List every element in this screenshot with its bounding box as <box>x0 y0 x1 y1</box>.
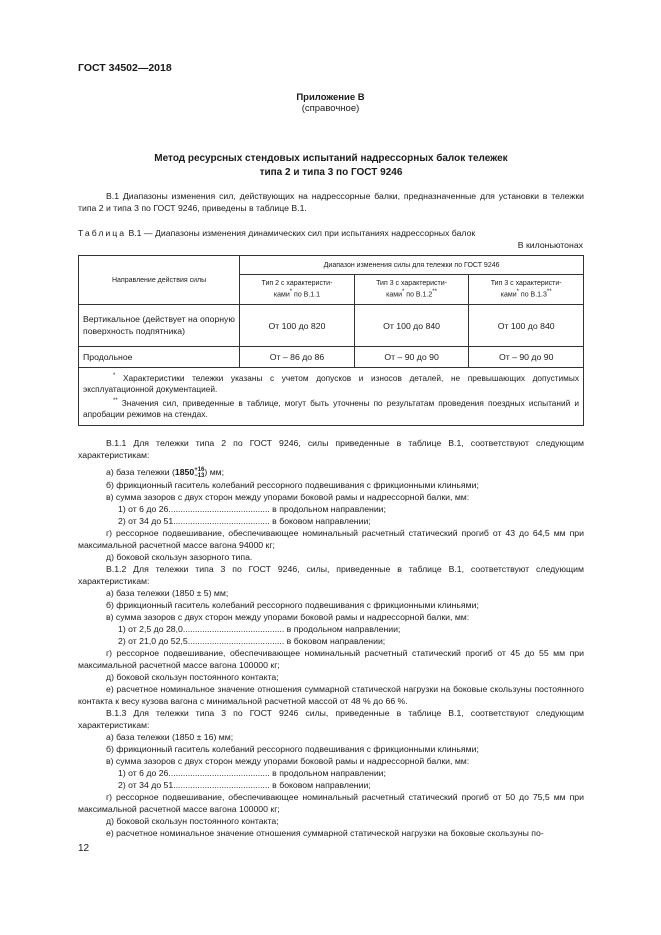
b13-item-a: а) база тележки (1850 ± 16) мм; <box>106 732 234 742</box>
table-footnotes <box>79 368 584 426</box>
b11-item-c: в) сумма зазоров с двух сторон между упорами боковой рамы и надрессорной балки, мм: <box>106 492 470 502</box>
b12-item-d: г) рессорное подвешивание, обеспечивающее номинальный расчетный статический прогиб от 45 до 55 мм при максимальной расчетной массе вагона 100000 кг; <box>78 648 584 671</box>
table-row <box>79 305 584 347</box>
row-label: Продольное <box>79 347 240 368</box>
b12-item-c1: 1) от 2,5 до 28,0.......................................... в продольном направлении; <box>118 624 401 634</box>
b12-item-c: в) сумма зазоров с двух сторон между упорами боковой рамы и надрессорной балки, мм: <box>106 612 470 622</box>
b12-intro: В.1.2 Для тележки типа 3 по ГОСТ 9246, силы, приведенные в таблице В.1, соответствуют следующим характеристикам: <box>78 564 584 587</box>
header-col-1: Тип 2 с характеристи- ками* по В.1.1 <box>240 275 355 305</box>
appendix-label: Приложение В <box>296 92 365 103</box>
footnote-2: ** Значения сил, приведенные в таблице, могут быть уточнены по результатам проведения поездных испытаний и апробации режимов на стендах. <box>83 397 579 420</box>
table-units: В килоньютонах <box>517 240 583 250</box>
b11-item-c2: 2) от 34 до 51........................................ в боковом направлении; <box>118 516 371 526</box>
document-code: ГОСТ 34502—2018 <box>78 62 172 74</box>
footnote-1: * Характеристики тележки указаны с учетом допусков и износов деталей, не превышающих допустимых эксплуатационной документацией. <box>83 372 579 395</box>
cell: От – 90 до 90 <box>469 347 584 368</box>
appendix-title <box>0 92 661 114</box>
intro-paragraph: В.1 Диапазоны изменения сил, действующих на надрессорные балки, предназначенные для установки в тележки типа 2 и типа 3 по ГОСТ 9246, приведены в таблице В.1. <box>78 191 584 214</box>
table-caption <box>78 228 475 238</box>
b13-item-c: в) сумма зазоров с двух сторон между упорами боковой рамы и надрессорной балки, мм: <box>106 756 470 766</box>
b11-item-a: а) база тележки (1850+16 −13) мм; <box>106 466 225 479</box>
b11-intro: В.1.1 Для тележки типа 2 по ГОСТ 9246, силы приведенные в таблице В.1, соответствуют следующим характеристикам: <box>78 438 584 461</box>
table-caption-word: Таблица <box>78 228 127 238</box>
header-col-2: Тип 3 с характеристи- ками* по В.1.2** <box>354 275 469 305</box>
cell: От 100 до 840 <box>354 305 469 347</box>
table-row <box>79 347 584 368</box>
section-title-line-2: типа 2 и типа 3 по ГОСТ 9246 <box>259 167 403 178</box>
b12-item-b: б) фрикционный гаситель колебаний рессорного подвешивания с фрикционными клиньями; <box>106 600 479 610</box>
forces-table <box>78 255 584 426</box>
cell: От – 90 до 90 <box>354 347 469 368</box>
header-direction: Направление действия силы <box>79 256 240 305</box>
b11-item-e: д) боковой скользун зазорного типа. <box>106 552 253 562</box>
b11-item-c1: 1) от 6 до 26.......................................... в продольном направлении; <box>118 504 386 514</box>
cell: От – 86 до 86 <box>240 347 355 368</box>
b13-item-d: г) рессорное подвешивание, обеспечивающее номинальный расчетный статический прогиб от 50 до 75,5 мм при максимальной расчетной массе вагона 100000 кг; <box>78 792 584 815</box>
b12-item-c2: 2) от 21,0 до 52,5........................................ в боковом направлении; <box>118 636 386 646</box>
b13-item-c2: 2) от 34 до 51........................................ в боковом направлении; <box>118 780 371 790</box>
page-number: 12 <box>78 843 90 854</box>
b12-item-f: е) расчетное номинальное значение отношения суммарной статической нагрузки на боковые скользуны постоянного контакта к весу кузова вагона с минимальной расчетной массой от 48 % до 66 %. <box>78 684 584 707</box>
table-caption-text: В.1 — Диапазоны изменения динамических сил при испытаниях надрессорных балок <box>126 228 476 238</box>
section-title <box>78 152 584 180</box>
b13-item-e: д) боковой скользун постоянного контакта; <box>106 816 279 826</box>
cell: От 100 до 820 <box>240 305 355 347</box>
cell: От 100 до 840 <box>469 305 584 347</box>
b13-item-b: б) фрикционный гаситель колебаний рессорного подвешивания с фрикционными клиньями; <box>106 744 479 754</box>
b13-item-c1: 1) от 6 до 26.......................................... в продольном направлении; <box>118 768 386 778</box>
b13-intro: В.1.3 Для тележки типа 3 по ГОСТ 9246 силы, приведенные в таблице В.1, соответствуют следующим характеристикам: <box>78 708 584 731</box>
row-label: Вертикальное (действует на опорную поверхность подпятника) <box>79 305 240 347</box>
b11-item-b: б) фрикционный гаситель колебаний рессорного подвешивания с фрикционными клиньями; <box>106 480 479 490</box>
appendix-subtitle: (справочное) <box>301 103 360 114</box>
b12-item-e: д) боковой скользун постоянного контакта; <box>106 672 279 682</box>
section-title-line-1: Метод ресурсных стендовых испытаний надрессорных балок тележек <box>154 153 508 164</box>
b13-item-f: е) расчетное номинальное значение отношения суммарной статической нагрузки на боковые скользуны по- <box>106 828 544 838</box>
header-group: Диапазон изменения силы для тележки по ГОСТ 9246 <box>240 256 584 275</box>
b11-item-d: г) рессорное подвешивание, обеспечивающее номинальный расчетный статический прогиб от 43 до 64,5 мм при максимальной расчетной массе вагона 94000 кг; <box>78 528 584 551</box>
b12-item-a: а) база тележки (1850 ± 5) мм; <box>106 588 229 598</box>
header-col-3: Тип 3 с характеристи- ками* по В.1.3** <box>469 275 584 305</box>
